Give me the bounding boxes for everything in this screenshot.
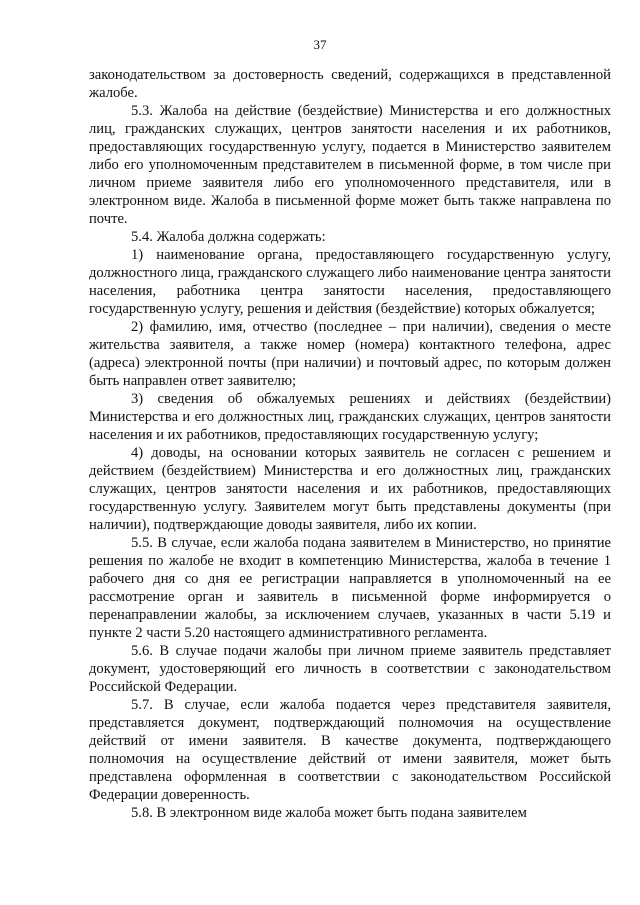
paragraph: 5.6. В случае подачи жалобы при личном приеме заявитель представляет документ, удостоверяющий его личность в соответствии с законодательством Российской Федерации. xyxy=(89,643,611,695)
paragraph: 4) доводы, на основании которых заявитель не согласен с решением и действием (бездействием) Министерства и его должностных лиц, гражданских служащих, центров занятости населения и их работников, предоставляющих государственную услугу. Заявителем могут быть представлены документы (при наличии), подтверждающие доводы заявителя, либо их копии. xyxy=(89,445,611,533)
paragraph: 2) фамилию, имя, отчество (последнее – при наличии), сведения о месте жительства заявителя, а также номер (номера) контактного телефона, адрес (адреса) электронной почты (при наличии) и почтовый адрес, по которым должен быть направлен ответ заявителю; xyxy=(89,319,611,389)
paragraph: 5.5. В случае, если жалоба подана заявителем в Министерство, но принятие решения по жалобе не входит в компетенцию Министерства, жалоба в течение 1 рабочего дня со дня ее регистрации направляется в уполномоченный на ее рассмотрение орган и заявитель в письменной форме информируется о перенаправлении жалобы, за исключением случаев, указанных в части 5.19 и пункте 2 части 5.20 настоящего административного регламента. xyxy=(89,535,611,641)
document-body xyxy=(89,66,611,822)
paragraph: 5.3. Жалоба на действие (бездействие) Министерства и его должностных лиц, гражданских служащих, центров занятости населения и их работников, предоставляющих государственную услугу, подается в Министерство заявителем либо его уполномоченным представителем в письменной форме, в том числе при личном приеме заявителя либо его уполномоченного представителя, или в электронном виде. Жалоба в письменной форме может быть также направлена по почте. xyxy=(89,103,611,227)
paragraph: 5.8. В электронном виде жалоба может быть подана заявителем xyxy=(131,805,527,821)
paragraph: 3) сведения об обжалуемых решениях и действиях (бездействии) Министерства и его должностных лиц, гражданских служащих, центров занятости населения и их работников, предоставляющих государственную услугу; xyxy=(89,391,611,443)
paragraph: законодательством за достоверность сведений, содержащихся в представленной жалобе. xyxy=(89,67,611,101)
page-number: 37 xyxy=(313,37,327,52)
paragraph: 1) наименование органа, предоставляющего государственную услугу, должностного лица, гражданского служащего либо наименование центра занятости населения, работника центра занятости населения, предоставляющего государственную услугу, решения и действия (бездействие) которых обжалуется; xyxy=(89,247,611,317)
paragraph: 5.4. Жалоба должна содержать: xyxy=(131,229,326,245)
paragraph: 5.7. В случае, если жалоба подается через представителя заявителя, представляется документ, подтверждающий полномочия на осуществление действий от имени заявителя. В качестве документа, подтверждающего полномочия на осуществление действий от имени заявителя, может быть представлена оформленная в соответствии с законодательством Российской Федерации доверенность. xyxy=(89,697,611,803)
